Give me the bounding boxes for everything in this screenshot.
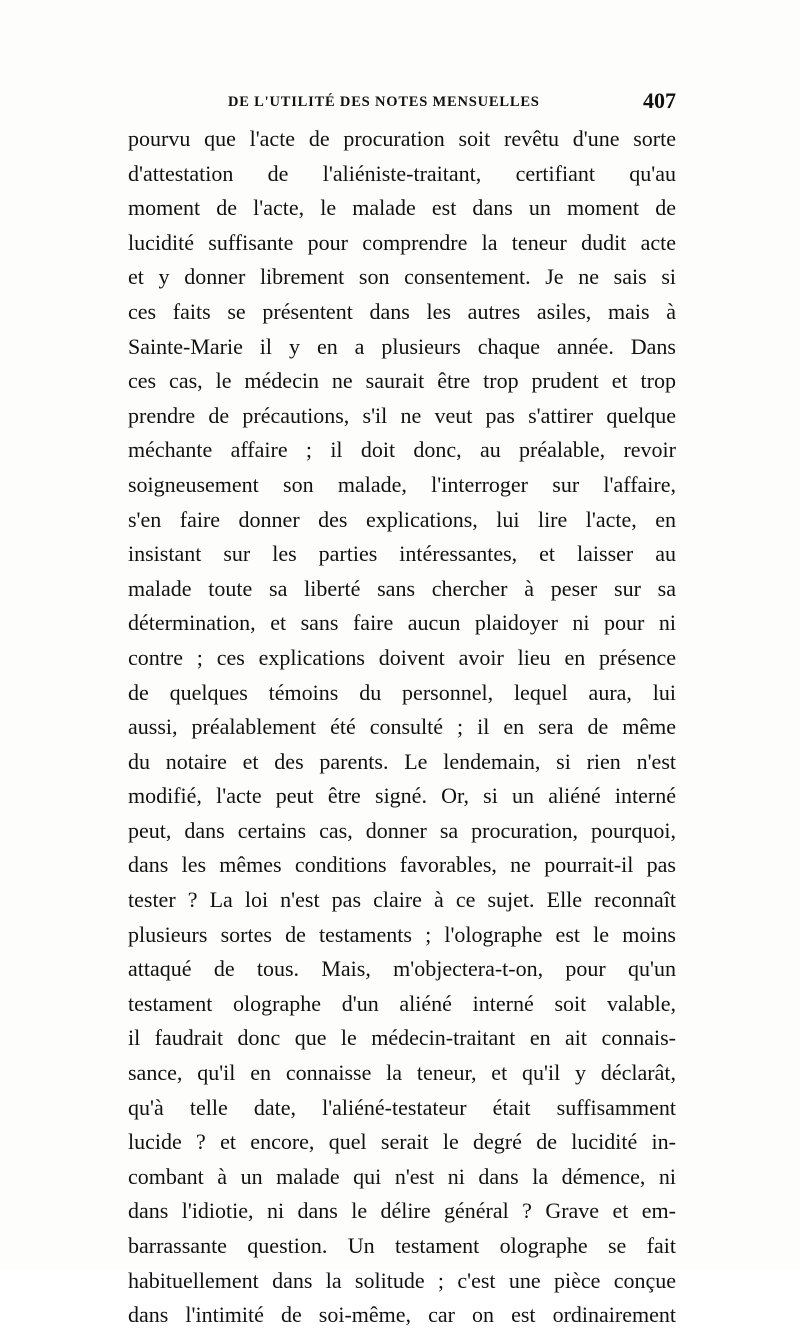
text-line: d'attestation de l'aliéniste-traitant, certifiant qu'au [128,160,676,186]
text-line: de quelques témoins du personnel, lequel aura, lui [128,679,676,705]
text-line: malade toute sa liberté sans chercher à peser sur sa [128,575,676,601]
text-line: attaqué de tous. Mais, m'objectera-t-on, pour qu'un [128,956,676,982]
text-line: moment de l'acte, le malade est dans un moment de [128,195,676,221]
text-line: ces faits se présentent dans les autres asiles, mais à [128,298,676,324]
text-line: qu'à telle date, l'aliéné-testateur était suffisamment [128,1094,676,1120]
text-line: dans l'intimité de soi-même, car on est ordinairement [128,1302,676,1328]
text-line: peut, dans certains cas, donner sa procuration, pourquoi, [128,817,676,843]
text-line: du notaire et des parents. Le lendemain, si rien n'est [128,748,676,774]
page-number: 407 [643,88,676,113]
text-line: tester ? La loi n'est pas claire à ce sujet. Elle reconnaît [128,887,676,913]
body-text [128,122,676,1333]
running-head: DE L'UTILITÉ DES NOTES MENSUELLES [228,94,540,110]
text-line: pourvu que l'acte de procuration soit revêtu d'une sorte [128,126,676,151]
text-line: sance, qu'il en connaisse la teneur, et qu'il y déclarât, [128,1060,676,1086]
text-line: barrassante question. Un testament olographe se fait [128,1233,676,1258]
text-line: soigneusement son malade, l'interroger sur l'affaire, [128,471,676,497]
text-line: contre ; ces explications doivent avoir lieu en présence [128,644,676,670]
text-line: dans les mêmes conditions favorables, ne pourrait-il pas [128,852,676,878]
text-line: combant à un malade qui n'est ni dans la démence, ni [128,1163,676,1189]
page-header [128,88,676,118]
text-line: insistant sur les parties intéressantes, et laisser au [128,541,676,567]
text-line: dans l'idiotie, ni dans le délire général ? Grave et em- [128,1198,676,1224]
text-line: Sainte-Marie il y en a plusieurs chaque année. Dans [128,333,676,359]
text-line: lucide ? et encore, quel serait le degré de lucidité in- [128,1129,676,1155]
text-line: plusieurs sortes de testaments ; l'olographe est le moins [128,921,676,947]
text-line: aussi, préalablement été consulté ; il en sera de même [128,714,676,740]
text-line: prendre de précautions, s'il ne veut pas s'attirer quelque [128,402,676,428]
text-line: méchante affaire ; il doit donc, au préalable, revoir [128,437,676,463]
text-line: et y donner librement son consentement. Je ne sais si [128,264,676,290]
text-line: testament olographe d'un aliéné interné soit valable, [128,990,676,1016]
text-line: modifié, l'acte peut être signé. Or, si un aliéné interné [128,783,676,809]
text-line: ces cas, le médecin ne saurait être trop prudent et trop [128,368,676,394]
text-line: lucidité suffisante pour comprendre la teneur dudit acte [128,229,676,255]
text-line: il faudrait donc que le médecin-traitant en ait connais- [128,1025,676,1051]
text-line: détermination, et sans faire aucun plaidoyer ni pour ni [128,610,676,636]
text-line: s'en faire donner des explications, lui lire l'acte, en [128,506,676,532]
text-line: habituellement dans la solitude ; c'est une pièce conçue [128,1267,676,1293]
